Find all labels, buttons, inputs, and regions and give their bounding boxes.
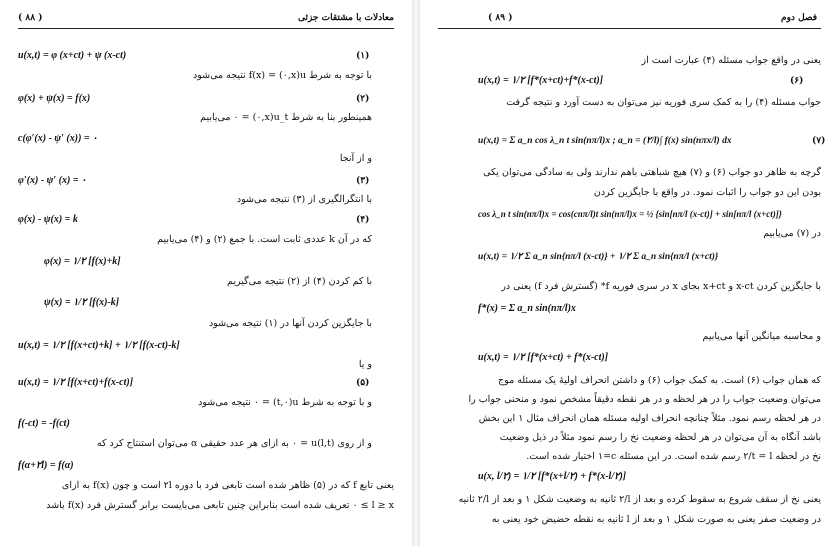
running-title: معادلات با مشتقات جزئی [297,13,394,23]
right-page-header [438,13,821,27]
equation: c(φ′(x) - ψ′ (x)) = ٠ [18,133,98,144]
equation-number: (۱) [356,51,370,61]
equation: f(-ct) = -f(ct) [18,418,70,429]
right-page [420,0,839,546]
equation: f(α+٢l) = f(α) [18,460,74,471]
equation-number: (۷) [812,136,826,146]
equation: f*(x) = Σ a_n sin(nπ/l)x [478,303,576,314]
paragraph-line: می‌توان وضعیت جواب را در هر لحظه و در هر نقطه دقیقاً مشخص نمود و منحنی جواب را [468,394,821,405]
paragraph-line: در (۷) می‌یابیم [763,228,821,239]
paragraph-line: و از آنجا [339,153,372,164]
paragraph-line: با انتگرالگیری از (۳) نتیجه می‌شود [236,194,372,205]
paragraph-line: باشد آنگاه به آن می‌توان در هر لحظه وضعیت نخ را رسم نمود مثلاً در ذیل وضعیت [499,432,821,443]
paragraph-line: و از روی u(l,t) = ٠ به ازای هر عدد حقیقی α می‌توان استنتاج کرد که [96,438,372,449]
left-page-header [18,13,394,27]
paragraph-line: و محاسبه میانگین آنها می‌یابیم [702,331,821,342]
paragraph-line: که همان جواب (۶) است. به کمک جواب (۶) و داشتن انحراف اولیهٔ یک مسئله موج [498,375,821,386]
header-rule [18,28,394,29]
running-title: فصل دوم [781,13,817,23]
equation: u(x,t) = ١/٢ [f*(x+ct)+f*(x-ct)] [478,75,604,86]
paragraph-line: با کم کردن (۴) از (۲) نتیجه می‌گیریم [227,276,372,287]
paragraph-line: نخ در لحظه t = l/٢ رسم شده است. در این مسئله c=١ اختیار شده است. [526,451,821,462]
equation: u(x, l/٢) = ١/٢ [f*(x+l/٢) + f*(x-l/٢)] [478,471,627,482]
equation: φ(x) = ١/٢ [f(x)+k] [44,256,121,267]
equation-number: (۶) [790,76,804,86]
paragraph-line: و یا [358,359,372,370]
equation: u(x,t) = ١/٢ [f(x+ct)+k] + ١/٢ [f(x-ct)-k] [18,340,180,351]
equation: φ(x) + ψ(x) = f(x) [18,93,91,104]
paragraph-line: یعنی نخ از سقف شروع به سقوط کرده و بعد از l/٢ ثانیه به وضعیت شکل ١ و بعد از l/٢ ثانیه [458,494,821,505]
paragraph-line: بودن این دو جواب را اثبات نمود. در واقع با جایگزین کردن [593,187,821,198]
equation-number: (۴) [356,215,370,225]
paragraph-line: که در آن k عددی ثابت است. با جمع (۲) و (۴) می‌یابیم [157,234,372,245]
equation-number: (۳) [356,176,370,186]
page-gutter [412,0,420,546]
paragraph-line: همینطور بنا به شرط u_t(x,٠) = ٠ می‌یابیم [200,112,372,123]
equation: ψ(x) = ١/٢ [f(x)-k] [44,297,120,308]
paragraph-line: با جایگزین کردن آنها در (۱) نتیجه می‌شود [208,318,372,329]
equation-number: (۲) [356,94,370,104]
left-page [0,0,412,546]
paragraph-line: با توجه به شرط u(x,٠) = f(x) نتیجه می‌شود [193,70,372,81]
equation: cos λ_n t sin(nπ/l)x = cos(cnπ/l)t sin(nπ/l)x = ½ {sin[nπ/l (x-ct)] + sin[nπ/l (x+ct)]} [478,209,782,219]
equation: φ′(x) - ψ′ (x) = ٠ [18,175,87,186]
equation: u(x,t) = φ (x+ct) + ψ (x-ct) [18,50,127,61]
page-number: ( ٨٨ ) [18,13,43,23]
page-number: ( ٨٩ ) [488,13,513,23]
paragraph-line: با جایگزین کردن x-ct و x+ct بجای x در سری فوریه f* (گسترش فرد f) یعنی در [501,281,821,292]
equation-number: (۵) [356,378,370,388]
paragraph-line: در وضعیت صفر یعنی به صورت شکل ١ و بعد از l ثانیه به نقطه حضیض خود یعنی به [491,514,821,525]
paragraph-line: گرچه به ظاهر دو جواب (۶) و (۷) هیچ شباهتی باهم ندارند ولی به سادگی می‌توان یکی [483,167,821,178]
paragraph-line: یعنی تابع f که در (۵) ظاهر شده است تابعی فرد با دوره ٢l است و چون f(x) به ازای [61,480,394,491]
equation: u(x,t) = ١/٢ [f*(x+ct) + f*(x-ct)] [478,352,609,363]
equation: u(x,t) = ١/٢ Σ a_n sin{nπ/l (x-ct)} + ١/٢ Σ a_n sin{nπ/l (x+ct)} [478,252,719,262]
header-rule [438,28,821,29]
paragraph-line: یعنی در واقع جواب مسئله (۴) عبارت است از [641,55,821,66]
paragraph-line: l ≥ x ≥ ٠ تعریف شده است بنابراین چنین تابعی می‌بایست برابر گسترش فرد f(x) باشد [46,500,394,511]
paragraph-line: جواب مسئله (۴) را به کمک سری فوریه نیز می‌توان به دست آورد و نتیجه گرفت [506,97,821,108]
equation: u(x,t) = Σ a_n cos λ_n t sin(nπ/l)x ; a_n = (٢/l)∫ f(x) sin(nπx/l) dx [478,136,732,146]
paragraph-line: و با توجه به شرط u(٠,t) = ٠ نتیجه می‌شود [198,397,372,408]
equation: φ(x) - ψ(x) = k [18,214,78,225]
paragraph-line: در هر لحظه رسم نمود. مثلاً چنانچه انحراف اولیه مسئله همان انحراف مثال ١ این بخش [478,413,821,424]
equation: u(x,t) = ١/٢ [f(x+ct)+f(x-ct)] [18,377,134,388]
